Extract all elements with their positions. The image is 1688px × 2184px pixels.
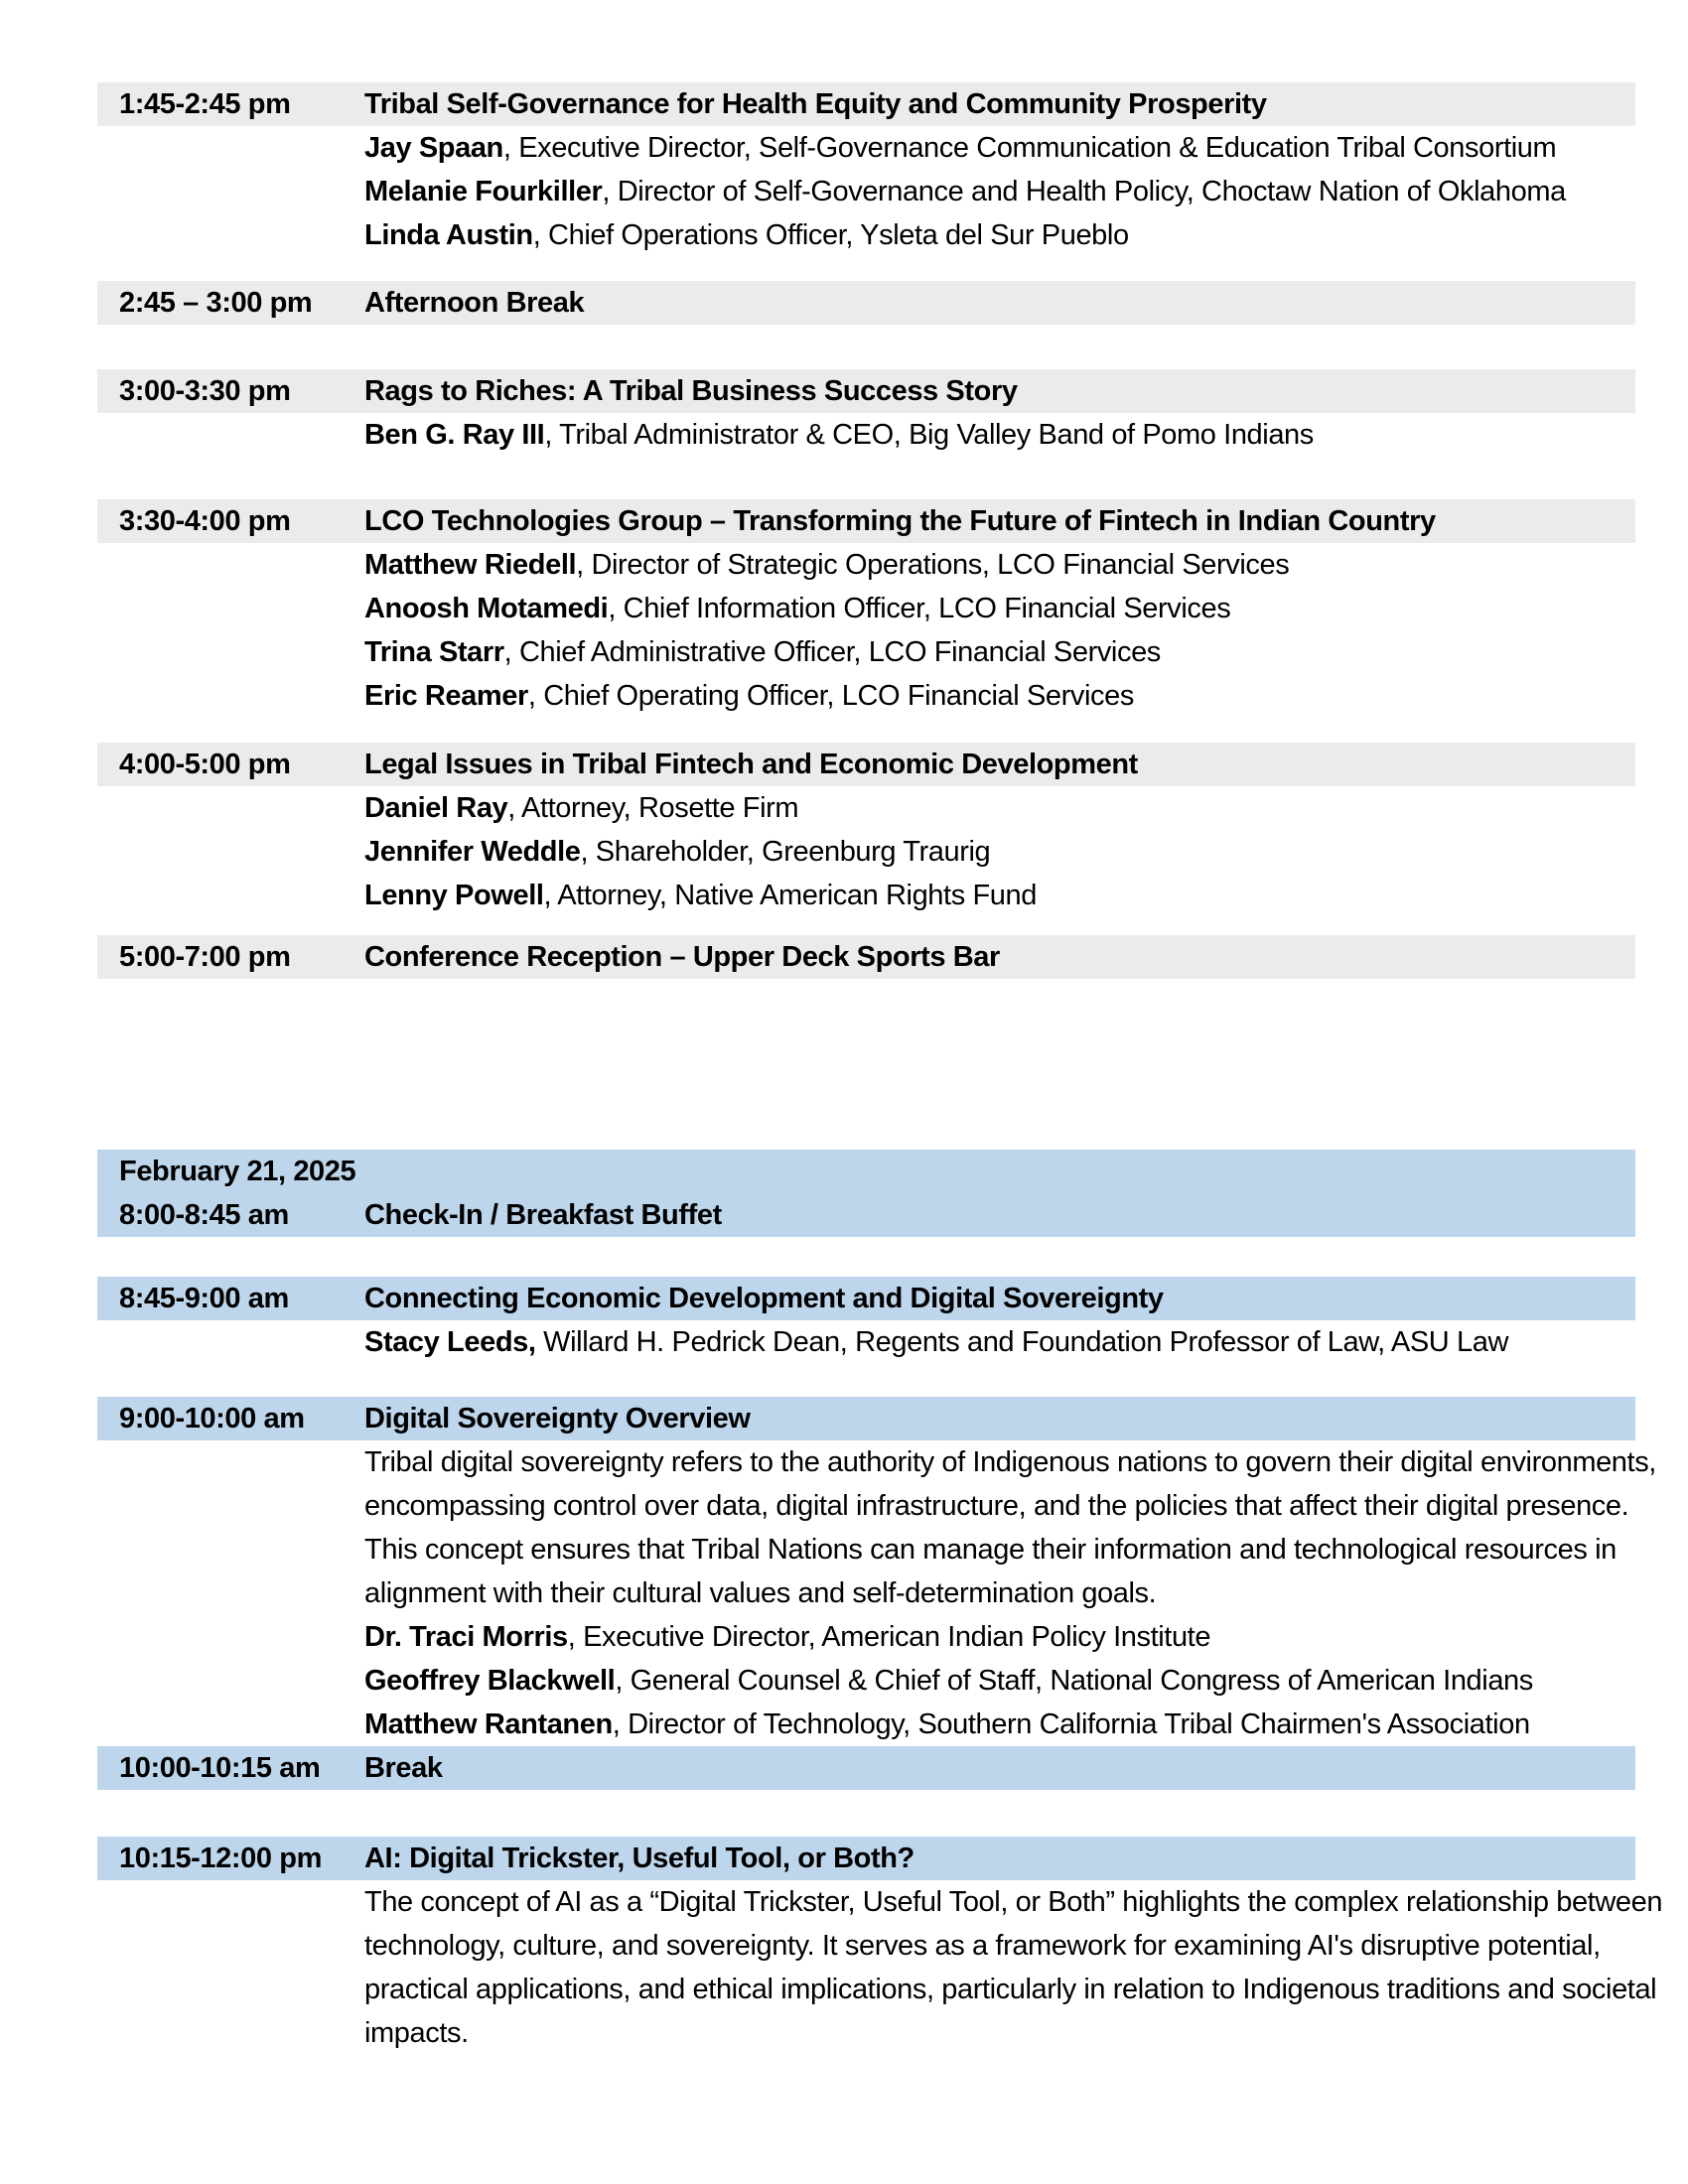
session-time: 8:45-9:00 am	[119, 1283, 289, 1314]
session-description: Tribal digital sovereignty refers to the authority of Indigenous nations to govern their digital environments, encompassing control over data, digital infrastructure, and the policies that affect their digital presence. This concept ensures that Tribal Nations can manage their information and technological resources in alignment with their cultural values and self-determination goals.	[364, 1446, 1656, 1609]
session-time: 2:45 – 3:00 pm	[119, 287, 313, 319]
speaker-details: , Attorney, Rosette Firm	[507, 792, 799, 824]
speaker-line	[364, 170, 1571, 213]
indent-spacer	[97, 786, 364, 917]
speaker-name: Trina Starr	[364, 636, 504, 668]
indent-spacer	[97, 543, 364, 718]
speaker-name: Jay Spaan	[364, 132, 503, 164]
session-body	[97, 413, 1688, 457]
session-lco-technologies	[97, 499, 1688, 718]
speaker-line	[364, 213, 1571, 257]
session-content	[364, 1880, 1678, 2055]
speaker-details: , Tribal Administrator & CEO, Big Valley Band of Pomo Indians	[544, 419, 1314, 451]
session-time: 3:00-3:30 pm	[119, 375, 291, 407]
session-title: Digital Sovereignty Overview	[364, 1403, 751, 1434]
speaker-name: Jennifer Weddle	[364, 836, 581, 868]
session-header-row	[97, 1193, 1635, 1237]
session-body	[97, 1880, 1688, 2055]
session-body	[97, 543, 1688, 718]
speaker-name: Linda Austin	[364, 219, 533, 251]
speaker-line	[364, 543, 1571, 587]
session-header-row	[97, 369, 1635, 413]
session-time: 8:00-8:45 am	[119, 1199, 289, 1231]
speaker-line	[364, 587, 1571, 630]
speaker-line	[364, 1659, 1678, 1703]
session-body	[97, 1320, 1688, 1364]
speaker-list	[364, 126, 1571, 257]
session-title: Check-In / Breakfast Buffet	[364, 1199, 722, 1231]
indent-spacer	[97, 126, 364, 257]
speaker-line	[364, 1320, 1678, 1364]
session-title: Legal Issues in Tribal Fintech and Economic Development	[364, 749, 1138, 780]
session-header-row	[97, 82, 1635, 126]
speaker-details: , Chief Administrative Officer, LCO Financial Services	[503, 636, 1161, 668]
session-header-row	[97, 743, 1635, 786]
session-ai-digital-trickster	[97, 1837, 1688, 2055]
speaker-details: , Executive Director, American Indian Policy Institute	[567, 1621, 1211, 1653]
day2-date-row	[97, 1150, 1635, 1193]
indent-spacer	[97, 413, 364, 457]
speaker-details: , Chief Operating Officer, LCO Financial Services	[527, 680, 1134, 712]
speaker-name: Melanie Fourkiller	[364, 176, 603, 207]
session-title: Conference Reception – Upper Deck Sports Bar	[364, 941, 1000, 973]
day2-header-block	[97, 1150, 1688, 1237]
speaker-line	[364, 413, 1571, 457]
speaker-name: Anoosh Motamedi	[364, 593, 609, 624]
speaker-list	[364, 543, 1571, 718]
session-header-row	[97, 935, 1635, 979]
session-connecting-economic-development	[97, 1277, 1688, 1364]
session-time: 9:00-10:00 am	[119, 1403, 305, 1434]
indent-spacer	[97, 1440, 364, 1746]
speaker-details: , Chief Information Officer, LCO Financial Services	[608, 593, 1231, 624]
speaker-name: Stacy Leeds,	[364, 1326, 536, 1358]
speaker-name: Dr. Traci Morris	[364, 1621, 568, 1653]
speaker-line	[364, 830, 1571, 874]
indent-spacer	[97, 1880, 364, 2055]
session-header-row	[97, 1397, 1635, 1440]
session-time: 10:00-10:15 am	[119, 1752, 321, 1784]
session-legal-issues	[97, 743, 1688, 917]
speaker-line	[364, 630, 1571, 674]
speaker-list	[364, 1320, 1678, 1364]
session-time: 5:00-7:00 pm	[119, 941, 291, 973]
session-title: Break	[364, 1752, 443, 1784]
session-time: 3:30-4:00 pm	[119, 505, 291, 537]
speaker-name: Matthew Riedell	[364, 549, 577, 581]
speaker-name: Ben G. Ray III	[364, 419, 545, 451]
speaker-details: , Director of Self-Governance and Health Policy, Choctaw Nation of Oklahoma	[602, 176, 1566, 207]
speaker-details: , Director of Strategic Operations, LCO Financial Services	[576, 549, 1290, 581]
speaker-details: , Chief Operations Officer, Ysleta del Sur Pueblo	[532, 219, 1129, 251]
speaker-line	[364, 786, 1571, 830]
session-body	[97, 126, 1688, 257]
session-header-row	[97, 1746, 1635, 1790]
speaker-name: Daniel Ray	[364, 792, 508, 824]
session-header-row	[97, 1837, 1635, 1880]
session-content	[364, 1440, 1678, 1746]
session-break	[97, 1746, 1688, 1790]
indent-spacer	[97, 1320, 364, 1364]
speaker-name: Geoffrey Blackwell	[364, 1665, 616, 1697]
session-title: LCO Technologies Group – Transforming the Future of Fintech in Indian Country	[364, 505, 1436, 537]
speaker-details: Willard H. Pedrick Dean, Regents and Foundation Professor of Law, ASU Law	[535, 1326, 1508, 1358]
speaker-details: , Executive Director, Self-Governance Communication & Education Tribal Consortium	[502, 132, 1557, 164]
speaker-line	[364, 1703, 1678, 1746]
session-title: Connecting Economic Development and Digital Sovereignty	[364, 1283, 1164, 1314]
session-time: 1:45-2:45 pm	[119, 88, 291, 120]
session-header-row	[97, 281, 1635, 325]
session-header-row	[97, 499, 1635, 543]
speaker-line	[364, 1615, 1678, 1659]
session-title: Tribal Self-Governance for Health Equity and Community Prosperity	[364, 88, 1267, 120]
speaker-name: Eric Reamer	[364, 680, 528, 712]
speaker-details: , General Counsel & Chief of Staff, National Congress of American Indians	[615, 1665, 1533, 1697]
session-conference-reception	[97, 935, 1688, 979]
session-tribal-self-governance	[97, 82, 1688, 257]
session-title: AI: Digital Trickster, Useful Tool, or Both?	[364, 1843, 914, 1874]
session-title: Rags to Riches: A Tribal Business Success Story	[364, 375, 1018, 407]
session-digital-sovereignty-overview	[97, 1397, 1688, 1746]
day2-date: February 21, 2025	[119, 1156, 356, 1187]
speaker-name: Lenny Powell	[364, 880, 544, 911]
speaker-details: , Director of Technology, Southern California Tribal Chairmen's Association	[612, 1708, 1530, 1740]
session-description: The concept of AI as a “Digital Trickster, Useful Tool, or Both” highlights the complex relationship between technology, culture, and sovereignty. It serves as a framework for examining AI's disruptive potential, practical applications, and ethical implications, particularly in relation to Indigenous traditions and societal impacts.	[364, 1886, 1663, 2049]
speaker-name: Matthew Rantanen	[364, 1708, 613, 1740]
session-body	[97, 1440, 1688, 1746]
speaker-list	[364, 786, 1571, 917]
speaker-list	[364, 413, 1571, 457]
session-body	[97, 786, 1688, 917]
session-rags-to-riches	[97, 369, 1688, 457]
session-time: 4:00-5:00 pm	[119, 749, 291, 780]
speaker-line	[364, 874, 1571, 917]
session-time: 10:15-12:00 pm	[119, 1843, 322, 1874]
speaker-line	[364, 674, 1571, 718]
session-afternoon-break	[97, 281, 1688, 325]
speaker-details: , Attorney, Native American Rights Fund	[543, 880, 1037, 911]
session-title: Afternoon Break	[364, 287, 585, 319]
speaker-details: , Shareholder, Greenburg Traurig	[580, 836, 991, 868]
session-header-row	[97, 1277, 1635, 1320]
speaker-line	[364, 126, 1571, 170]
